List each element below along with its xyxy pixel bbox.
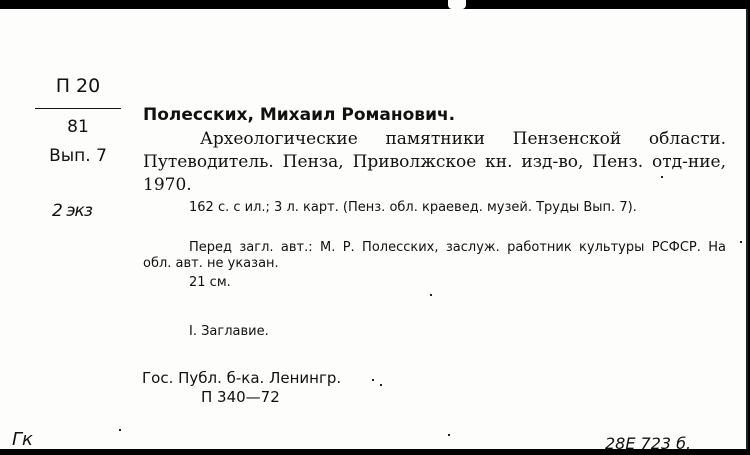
speck (430, 294, 432, 296)
shelf-mark (28, 75, 128, 166)
title-statement: Археологические памятники Пензенской области. Путеводитель. Пенза, Приволжское кн. изд-во, Пенз. отд-ние, 1970. (143, 129, 726, 195)
classification-rule (35, 108, 121, 109)
card-notch (448, 0, 466, 9)
classification-number: 81 (67, 117, 89, 137)
handwritten-copies-note: 2 экз (52, 201, 92, 221)
speck (119, 429, 121, 431)
speck (372, 379, 374, 381)
author-heading: Полесских, Михаил Романович. (143, 105, 456, 125)
library-name: Гос. Публ. б-ка. Ленингр. (142, 369, 342, 387)
issue-number: Вып. 7 (49, 146, 107, 166)
speck (661, 176, 663, 178)
speck (380, 384, 382, 386)
handwritten-bottom-right: 28Е 723 б. (605, 434, 692, 453)
speck (448, 434, 450, 436)
order-number: П 340—72 (201, 388, 280, 406)
collation: 162 с. с ил.; 3 л. карт. (Пенз. обл. краевед. музей. Труды Вып. 7). (189, 200, 637, 215)
catalog-card (0, 9, 748, 453)
subject-tracing: I. Заглавие. (189, 324, 269, 339)
size: 21 см. (189, 275, 231, 290)
classification-code: П 20 (55, 75, 101, 97)
author-note: Перед загл. авт.: М. Р. Полесских, заслуж. работник культуры РСФСР. На обл. авт. не указан. (143, 240, 726, 271)
handwritten-bottom-left: Гк (12, 429, 33, 450)
speck (740, 241, 742, 243)
